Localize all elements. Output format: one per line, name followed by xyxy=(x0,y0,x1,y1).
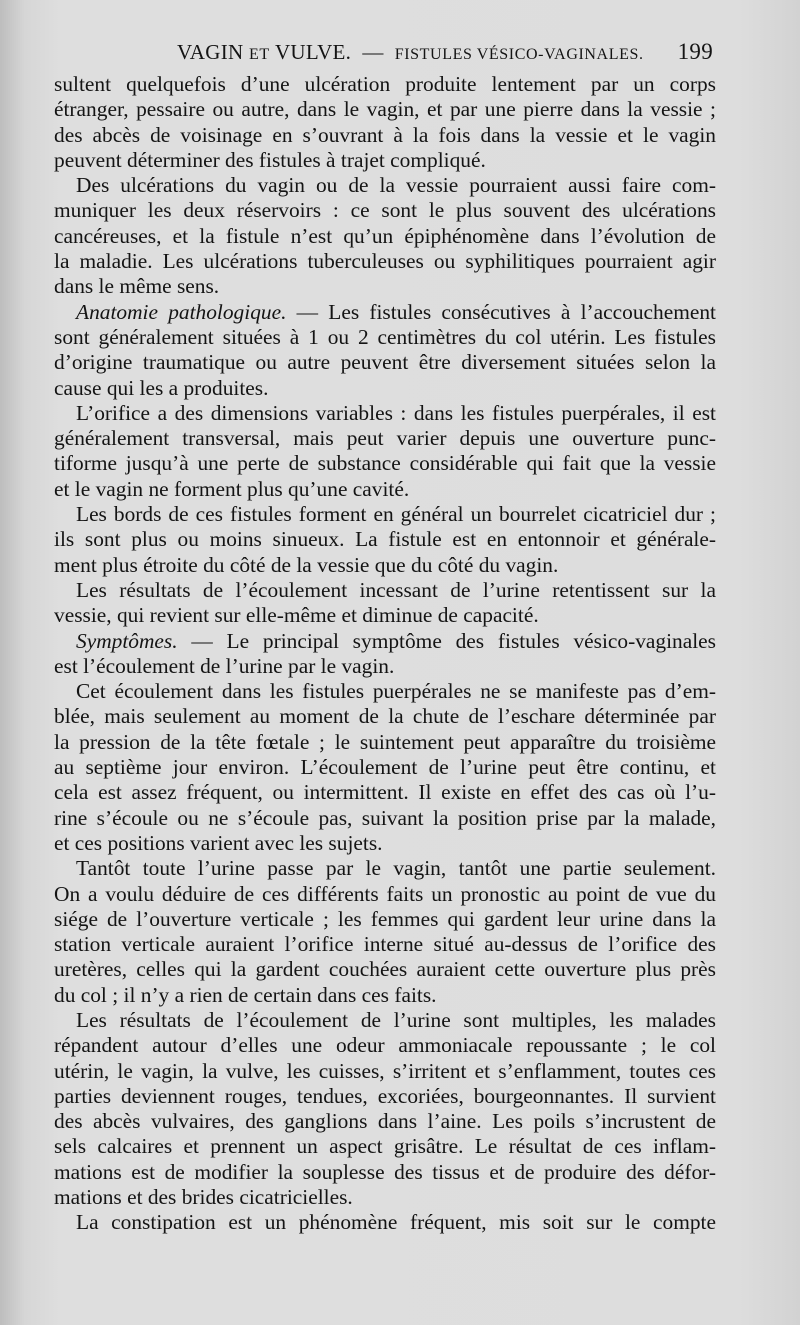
running-subtitle: FISTULES VÉSICO-VAGINALES. xyxy=(394,46,644,63)
line-text: la pression de la tête fœtale ; le suintement peut apparaître du troisième xyxy=(54,729,716,754)
line-text: mations et des brides cicatricielles. xyxy=(54,1185,353,1210)
text-line xyxy=(54,401,716,426)
line-text: Tantôt toute l’urine passe par le vagin, tantôt une partie seulement. xyxy=(76,856,716,881)
line-text: L’orifice a des dimensions variables : dans les fistules puerpérales, il est xyxy=(76,400,716,425)
text-line xyxy=(54,679,716,704)
text-line xyxy=(54,907,716,932)
line-text: muniquer les deux réservoirs : ce sont le plus souvent des ulcérations xyxy=(54,198,716,223)
text-line xyxy=(54,983,716,1008)
running-title xyxy=(177,40,644,65)
line-text: et ces positions varient avec les sujets. xyxy=(54,830,383,855)
section-heading: Symptômes. xyxy=(76,628,178,653)
text-line xyxy=(54,856,716,881)
text-line xyxy=(54,502,716,527)
text-line xyxy=(54,1185,716,1210)
line-text: du col ; il n’y a rien de certain dans ces faits. xyxy=(54,982,437,1007)
line-text: ment plus étroite du côté de la vessie que du côté du vagin. xyxy=(54,552,559,577)
text-line xyxy=(54,350,716,375)
text-line xyxy=(54,654,716,679)
line-text: utérin, le vagin, la vulve, les cuisses, s’irritent et s’enflamment, toutes ces xyxy=(54,1058,716,1083)
line-text: vessie, qui revient sur elle-même et diminue de capacité. xyxy=(54,603,539,628)
line-text: sultent quelquefois d’une ulcération produite lentement par un corps xyxy=(54,72,716,96)
text-line xyxy=(54,629,716,654)
text-line xyxy=(54,123,716,148)
text-line xyxy=(54,97,716,122)
text-line xyxy=(54,325,716,350)
text-line xyxy=(54,527,716,552)
text-line xyxy=(54,274,716,299)
text-line xyxy=(54,72,716,97)
line-text: — Les fistules consécutives à l’accouchement xyxy=(286,299,716,324)
text-line xyxy=(54,1084,716,1109)
text-line xyxy=(54,831,716,856)
text-line xyxy=(54,1109,716,1134)
text-line xyxy=(54,426,716,451)
text-line xyxy=(54,1059,716,1084)
line-text: cela est assez fréquent, ou intermittent. Il existe en effet des cas où l’u- xyxy=(54,780,716,805)
text-line xyxy=(54,1160,716,1185)
text-line xyxy=(54,300,716,325)
title-part-vulve: VULVE. xyxy=(274,40,352,64)
page-number: 199 xyxy=(677,39,713,64)
title-part-vagin: VAGIN xyxy=(177,40,244,64)
line-text: Les bords de ces fistules forment en général un bourrelet cicatriciel dur ; xyxy=(76,502,716,527)
line-text: généralement transversal, mais peut varier depuis une ouverture punc- xyxy=(54,426,716,451)
text-line xyxy=(54,806,716,831)
body-text xyxy=(54,72,716,1236)
text-line xyxy=(54,704,716,729)
text-line xyxy=(54,755,716,780)
line-text: Cet écoulement dans les fistules puerpérales ne se manifeste pas d’em- xyxy=(76,679,716,704)
line-text: tiforme jusqu’à une perte de substance considérable qui fait que la vessie xyxy=(54,451,716,476)
text-line xyxy=(54,451,716,476)
line-text: station verticale auraient l’orifice interne situé au-dessus de l’orifice des xyxy=(54,932,716,957)
line-text: rine s’écoule ou ne s’écoule pas, suivant la position prise par la malade, xyxy=(54,805,716,830)
line-text: cancéreuses, et la fistule n’est qu’un épiphénomène dans l’évolution de xyxy=(54,223,716,248)
line-text: peuvent déterminer des fistules à trajet compliqué. xyxy=(54,147,486,172)
text-line xyxy=(54,249,716,274)
text-line xyxy=(54,376,716,401)
line-text: La constipation est un phénomène fréquent, mis soit sur le compte xyxy=(76,1210,716,1235)
line-text: des abcès vulvaires, des ganglions dans l’aine. Les poils s’incrustent de xyxy=(54,1109,716,1134)
text-line xyxy=(54,477,716,502)
section-heading: Anatomie pathologique. xyxy=(76,299,287,324)
line-text: sont généralement situées à 1 ou 2 centimètres du col utérin. Les fistules xyxy=(54,324,716,349)
title-dash: — xyxy=(362,40,384,64)
line-text: — Le principal symptôme des fistules vésico-vaginales xyxy=(177,628,716,653)
line-text: sels calcaires et prennent un aspect grisâtre. Le résultat de ces inflam- xyxy=(54,1134,716,1159)
text-line xyxy=(54,882,716,907)
text-line xyxy=(54,1008,716,1033)
title-conjunction: ET xyxy=(249,46,270,63)
line-text: siége de l’ouverture verticale ; les femmes qui gardent leur urine dans la xyxy=(54,906,716,931)
line-text: la maladie. Les ulcérations tuberculeuses ou syphilitiques pourraient agir xyxy=(54,249,716,274)
line-text: parties deviennent rouges, tendues, excoriées, bourgeonnantes. Il survient xyxy=(54,1083,716,1108)
text-line xyxy=(54,730,716,755)
line-text: et le vagin ne forment plus qu’une cavité. xyxy=(54,476,410,501)
running-header xyxy=(55,40,715,72)
line-text: ils sont plus ou moins sinueux. La fistule est en entonnoir et générale- xyxy=(54,527,716,552)
text-line xyxy=(54,224,716,249)
line-text: On a voulu déduire de ces différents faits un pronostic au point de vue du xyxy=(54,881,716,906)
text-line xyxy=(54,1134,716,1159)
line-text: des abcès de voisinage en s’ouvrant à la fois dans la vessie et le vagin xyxy=(54,122,716,147)
line-text: uretères, celles qui la gardent couchées auraient cette ouverture plus près xyxy=(54,957,716,982)
text-line xyxy=(54,957,716,982)
line-text: blée, mais seulement au moment de la chute de l’eschare déterminée par xyxy=(54,704,716,729)
line-text: est l’écoulement de l’urine par le vagin. xyxy=(54,653,395,678)
text-line xyxy=(54,198,716,223)
line-text: mations est de modifier la souplesse des tissus et de produire des défor- xyxy=(54,1159,716,1184)
line-text: au septième jour environ. L’écoulement de l’urine peut être continu, et xyxy=(54,755,716,780)
text-line xyxy=(54,1210,716,1235)
line-text: répandent autour d’elles une odeur ammoniacale repoussante ; le col xyxy=(54,1033,716,1058)
text-line xyxy=(54,553,716,578)
line-text: dans le même sens. xyxy=(54,274,220,299)
text-line xyxy=(54,780,716,805)
line-text: Des ulcérations du vagin ou de la vessie pourraient aussi faire com- xyxy=(76,173,716,198)
line-text: Les résultats de l’écoulement de l’urine sont multiples, les malades xyxy=(76,1007,716,1032)
text-line xyxy=(54,578,716,603)
line-text: étranger, pessaire ou autre, dans le vagin, et par une pierre dans la vessie ; xyxy=(54,97,716,122)
text-line xyxy=(54,173,716,198)
line-text: d’origine traumatique ou autre peuvent être diversement situées selon la xyxy=(54,350,716,375)
text-line xyxy=(54,932,716,957)
text-line xyxy=(54,603,716,628)
text-line xyxy=(54,148,716,173)
text-line xyxy=(54,1033,716,1058)
line-text: Les résultats de l’écoulement incessant de l’urine retentissent sur la xyxy=(76,577,716,602)
line-text: cause qui les a produites. xyxy=(54,375,269,400)
